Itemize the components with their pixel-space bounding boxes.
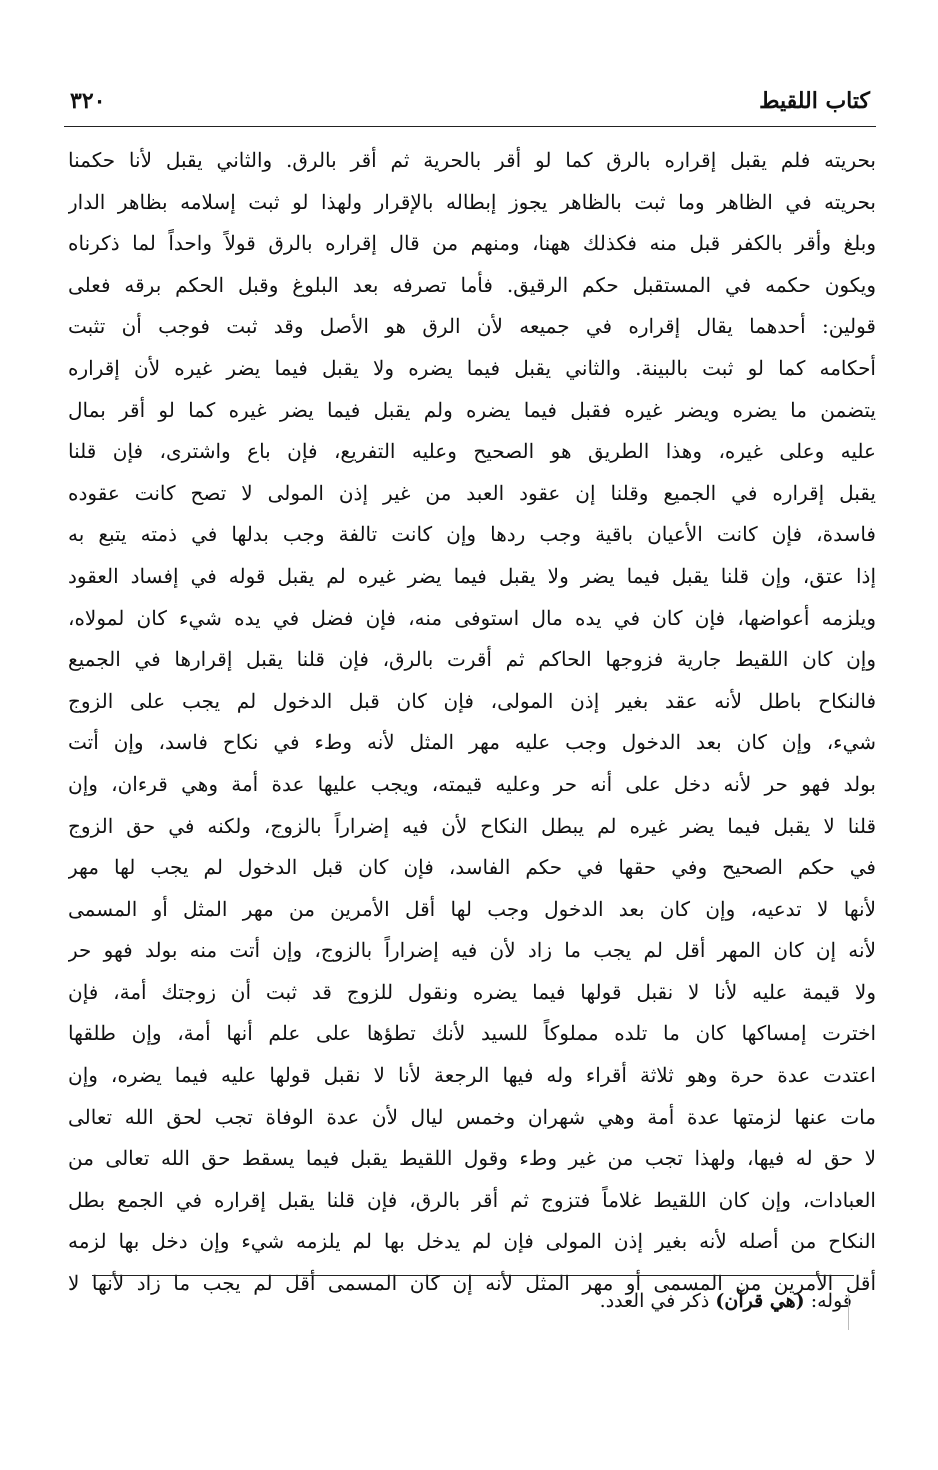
text-line: مات عنها لزمتها عدة أمة وهي شهران وخمس ليال لأن عدة الوفاة تجب لحق الله تعالى: [68, 1104, 876, 1129]
text-line: وبلغ وأقر بالكفر قبل منه فكذلك ههنا، ومنهم من قال إقراره بالرق قولاً واحداً لما ذكرناه: [68, 231, 876, 256]
text-line: يقبل إقراره في الجميع وقلنا إن عقود العبد من غير إذن المولى لا تصح كانت عقوده: [68, 480, 876, 505]
text-line: العبادات، وإن كان اللقيط غلاماً فتزوج ثم أقر بالرق، فإن قلنا يقبل إقراره في الجمع بطل: [68, 1187, 876, 1212]
text-line: يتضمن ما يضره ويضر غيره فقبل فيما يضره ولم يقبل فيما يضر غيره كما لو أقر بمال: [68, 397, 876, 422]
page-header: [64, 86, 876, 127]
text-line: إذا عتق، وإن قلنا يقبل فيما يضر ولا يقبل فيما يضر غيره لم يقبل قوله في إفساد العقود: [68, 563, 876, 588]
margin-mark: [848, 1294, 851, 1330]
text-line: أقل الأمرين من المسمى أو مهر المثل لأنه إن كان المسمى أقل لم يجب ما زاد لأنها لا: [68, 1271, 876, 1296]
text-line: بحريته في الظاهر وما ثبت بالظاهر يجوز إبطاله بالإقرار ولهذا لو ثبت إسلامه بظاهر الدار: [68, 189, 876, 214]
footnote-text: ذكر في العدد.: [599, 1290, 716, 1312]
text-line: ولا قيمة عليه لأنا لا نقبل قولها فيما يضره ونقول للزوج قد ثبت أن زوجتك أمة، فإن: [68, 979, 876, 1004]
text-line: قلنا لا يقبل فيما يضر غيره لم يبطل النكاح لأن فيه إضراراً بالزوج، ولكنه في حق الزوج: [68, 813, 876, 838]
text-line: شيء، وإن كان بعد الدخول وجب عليه مهر المثل لأنه وطء في نكاح فاسد، وإن أتت: [68, 730, 876, 755]
text-line: بحريته فلم يقبل إقراره بالرق كما لو أقر بالحرية ثم أقر بالرق. والثاني يقبل لأنا حكمنا: [68, 148, 876, 172]
text-line: فاسدة، فإن كانت الأعيان باقية وجب ردها وإن كانت تالفة وجب بدلها في ذمته يتبع به: [68, 522, 876, 547]
text-line: قولين: أحدهما يقال إقراره في جميعه لأن الرق هو الأصل وقد ثبت فوجب أن تثبت: [68, 314, 876, 339]
text-line: اعتدت عدة حرة وهو ثلاثة أقراء وله فيها الرجعة لأنا لا نقبل قولها عليه فيما يضره، وإن: [68, 1063, 876, 1088]
footnote-divider: [92, 1275, 854, 1276]
chapter-title: كتاب اللقيط: [759, 88, 870, 114]
footnote: [600, 1290, 852, 1312]
text-line: ويلزمه أعواضها، فإن كان في يده مال استوفى منه، فإن فضل في يده شيء كان لمولاه،: [68, 605, 876, 630]
text-line: فالنكاح باطل لأنه عقد بغير إذن المولى، فإن كان قبل الدخول لم يجب على الزوج: [68, 688, 876, 713]
main-text: [68, 140, 876, 1305]
text-line: النكاح من أصله لأنه بغير إذن المولى فإن لم يدخل بها لم يلزمه شيء وإن دخل بها لزمه: [68, 1229, 876, 1254]
text-line: لا حق له فيها، ولهذا تجب من غير وطء وقول اللقيط يقبل فيما يسقط حق الله تعالى من: [68, 1146, 876, 1171]
text-line: أحكامه كما لو ثبت بالبينة. والثاني يقبل فيما يضره ولا يقبل فيما يضر غيره لأن إقراره: [68, 355, 876, 380]
text-line: لأنها لا تدعيه، وإن كان بعد الدخول وجب لها أقل الأمرين من مهر المثل أو المسمى: [68, 896, 876, 921]
footnote-prefix: قوله:: [804, 1290, 852, 1312]
footnote-quoted-term: (هي قرآن): [715, 1290, 805, 1312]
text-line: في حكم الصحيح وفي حقها في حكم الفاسد، فإن كان قبل الدخول لم يجب لها مهر: [68, 855, 876, 880]
text-line: ويكون حكمه في المستقبل حكم الرقيق. فأما تصرفه بعد البلوغ وقبل الحكم برقه فعلى: [68, 272, 876, 297]
text-line: وإن كان اللقيط جارية فزوجها الحاكم ثم أقرت بالرق، فإن قلنا يقبل إقرارها في الجميع: [68, 647, 876, 672]
page-number: ٣٢٠: [70, 88, 106, 114]
text-line: لأنه إن كان المهر أقل لم يجب ما زاد لأن فيه إضراراً بالزوج، وإن أتت منه بولد فهو حر: [68, 938, 876, 963]
text-line: بولد فهو حر لأنه دخل على أنه حر وعليه قيمته، ويجب عليها عدة أمة وهي قرءان، وإن: [68, 771, 876, 796]
text-line: اخترت إمساكها كان ما تلده مملوكاً للسيد لأنك تطؤها على علم أنها أمة، وإن طلقها: [68, 1021, 876, 1046]
text-line: عليه وعلى غيره، وهذا الطريق هو الصحيح وعليه التفريع، فإن باع واشترى، فإن قلنا: [68, 439, 876, 464]
